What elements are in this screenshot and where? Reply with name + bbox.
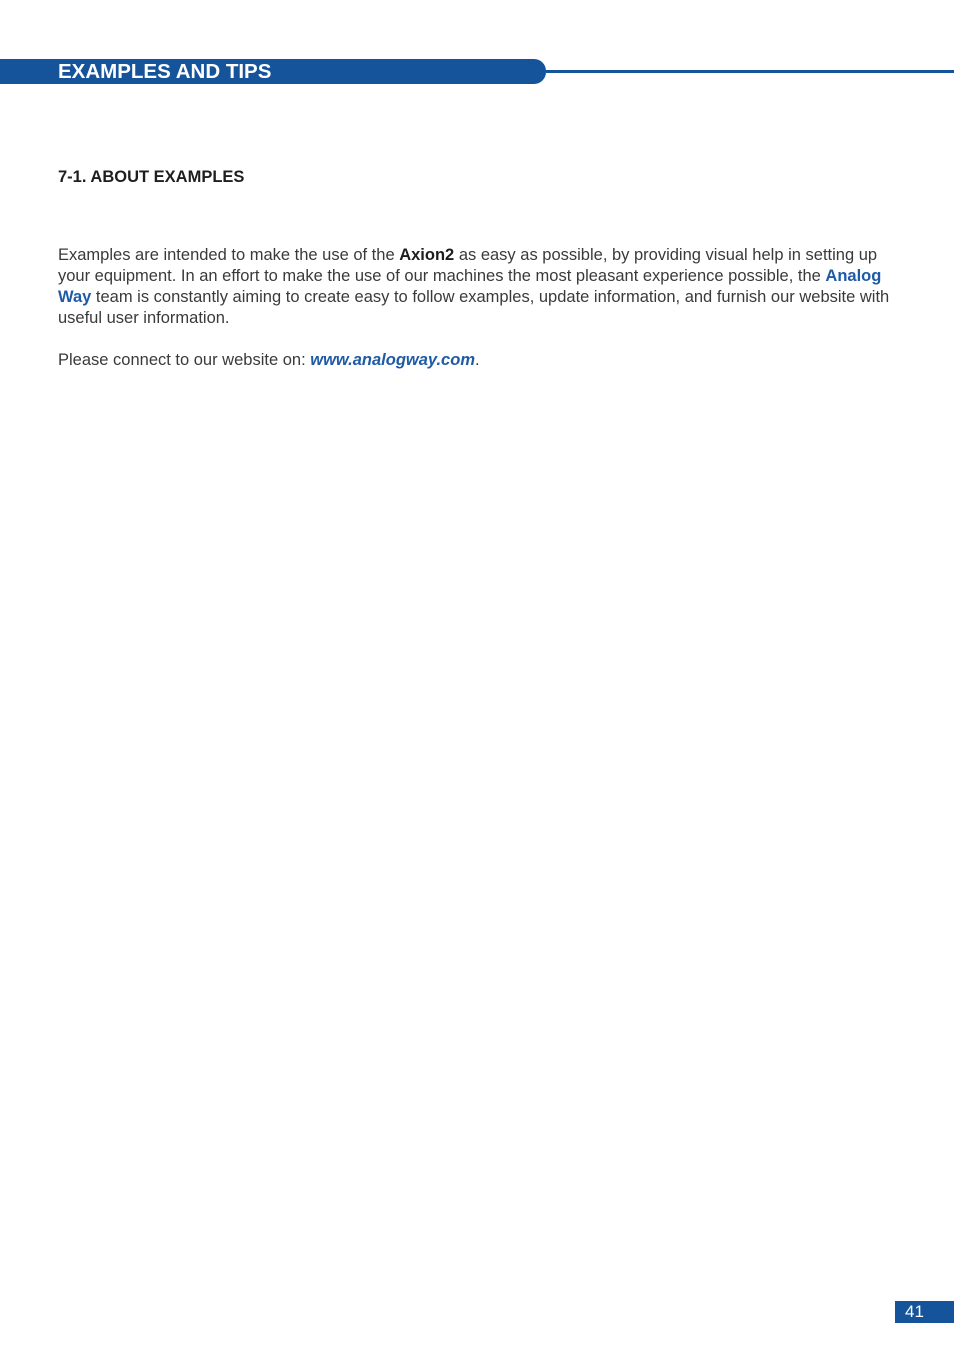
intro-text-3: team is constantly aiming to create easy to follow examples, update information, and furnish our website with useful user information. xyxy=(58,288,890,327)
product-name: Axion2 xyxy=(399,246,455,264)
intro-text-2: as easy as possible, by providing visual help in setting up your equipment. In an effort to make the use of our machines the most pleasant experience possible, the xyxy=(58,246,878,285)
intro-paragraph xyxy=(58,245,908,329)
website-paragraph xyxy=(58,350,908,371)
website-prefix: Please connect to our website on: xyxy=(58,351,311,369)
section-heading: 7-1. ABOUT EXAMPLES xyxy=(58,168,245,186)
brand-name: Analog Way xyxy=(58,267,882,306)
page-number-badge xyxy=(895,1301,954,1323)
intro-text-1: Examples are intended to make the use of the xyxy=(58,246,400,264)
website-link[interactable]: www.analogway.com xyxy=(310,351,475,369)
page-number: 41 xyxy=(905,1302,924,1321)
header-divider xyxy=(546,70,954,73)
website-suffix: . xyxy=(474,351,480,369)
chapter-title: EXAMPLES AND TIPS xyxy=(58,60,272,83)
